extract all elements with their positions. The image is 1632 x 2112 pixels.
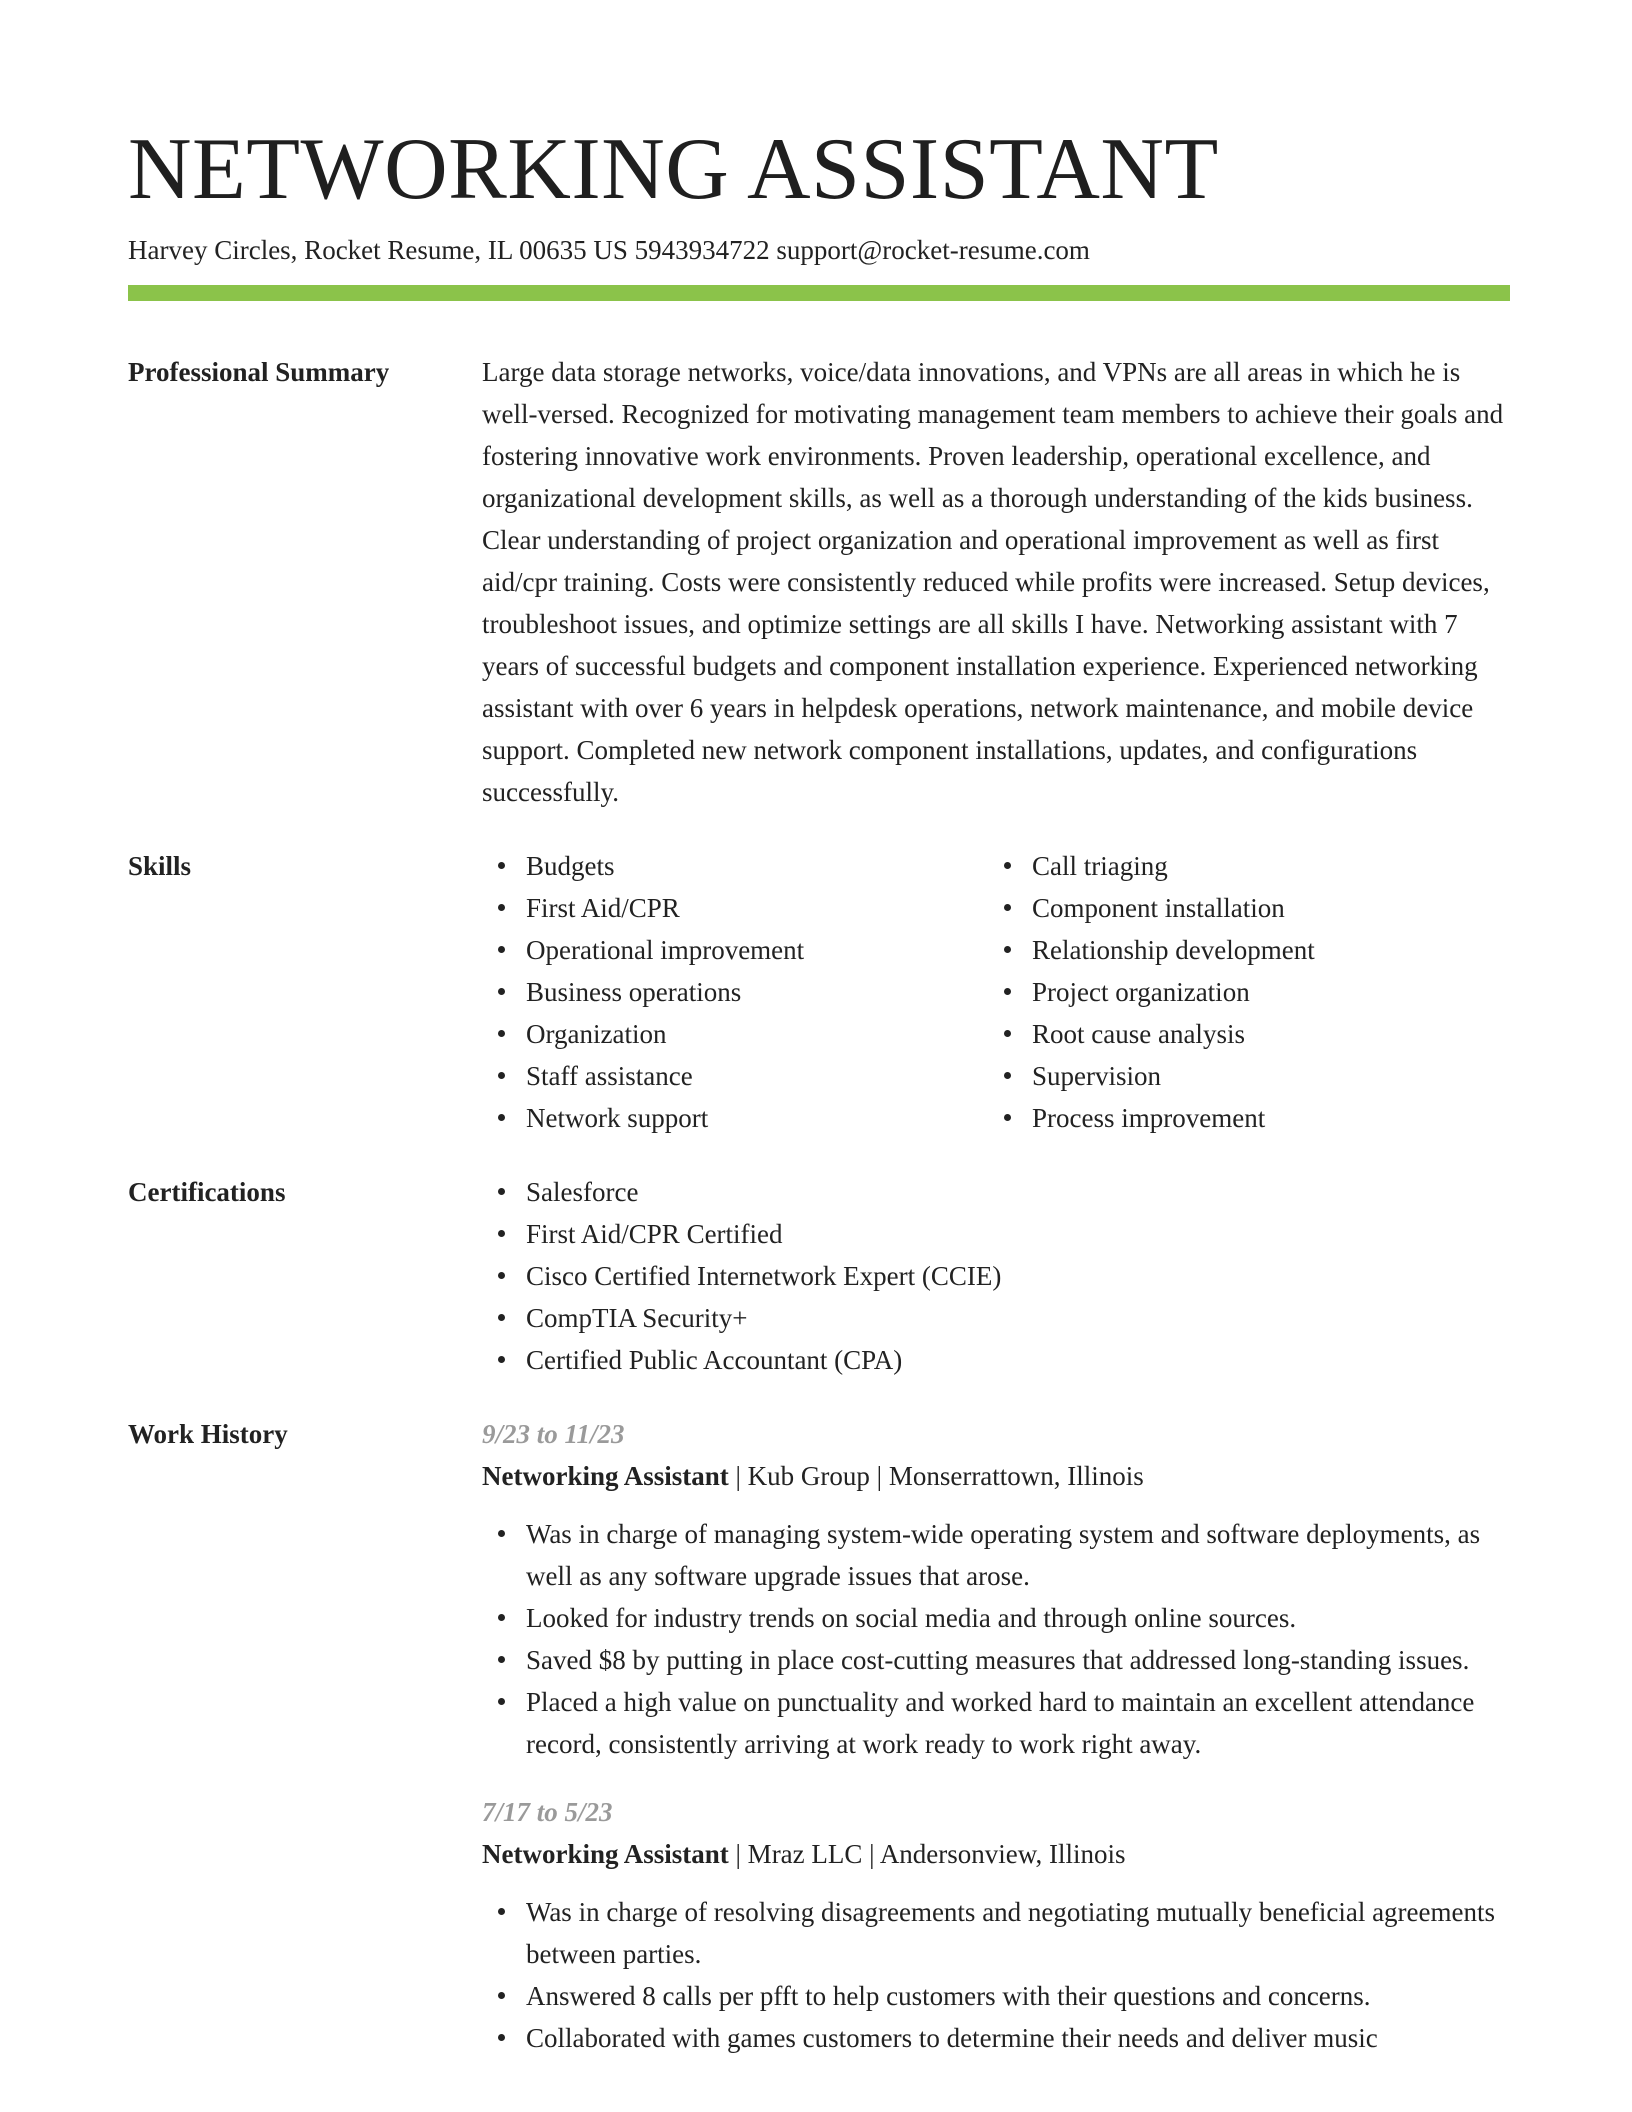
job-title-line	[482, 1455, 1510, 1497]
skills-list-left	[482, 845, 988, 1139]
certification-item: Salesforce	[482, 1171, 1510, 1213]
skill-item: Project organization	[988, 971, 1494, 1013]
job-bullet: Was in charge of resolving disagreements and negotiating mutually beneficial agreements between parties.	[482, 1891, 1510, 1975]
job-bullet: Saved $8 by putting in place cost-cutting measures that addressed long-standing issues.	[482, 1639, 1510, 1681]
job-title: Networking Assistant	[482, 1839, 729, 1869]
skill-item: Root cause analysis	[988, 1013, 1494, 1055]
skill-item: Supervision	[988, 1055, 1494, 1097]
resume-page	[128, 120, 1510, 2059]
skill-item: Call triaging	[988, 845, 1494, 887]
skill-item: Staff assistance	[482, 1055, 988, 1097]
certification-item: Cisco Certified Internetwork Expert (CCIE)	[482, 1255, 1510, 1297]
certifications-list	[482, 1171, 1510, 1381]
certification-item: Certified Public Accountant (CPA)	[482, 1339, 1510, 1381]
job-dates: 7/17 to 5/23	[482, 1797, 613, 1827]
job-company-location: | Mraz LLC | Andersonview, Illinois	[728, 1839, 1126, 1869]
job-bullet-list	[482, 1513, 1510, 1765]
skill-item: Process improvement	[988, 1097, 1494, 1139]
job-bullet: Answered 8 calls per pfft to help customers with their questions and concerns.	[482, 1975, 1510, 2017]
certifications-body	[482, 1171, 1510, 1381]
job-title: Networking Assistant	[482, 1461, 729, 1491]
summary-heading: Professional Summary	[128, 357, 390, 387]
contact-phone: 5943934722	[634, 235, 770, 265]
skill-item: Component installation	[988, 887, 1494, 929]
skill-item: Network support	[482, 1097, 988, 1139]
certification-item: First Aid/CPR Certified	[482, 1213, 1510, 1255]
skills-list-right	[988, 845, 1494, 1139]
work-history-body	[482, 1413, 1510, 2059]
work-history-heading: Work History	[128, 1419, 288, 1449]
certifications-heading: Certifications	[128, 1177, 286, 1207]
skill-item: First Aid/CPR	[482, 887, 988, 929]
contact-address: Harvey Circles, Rocket Resume, IL 00635 US	[128, 235, 628, 265]
job-bullet-list	[482, 1891, 1510, 2059]
resume-title: NETWORKING ASSISTANT	[128, 121, 1219, 218]
job-bullet: Was in charge of managing system-wide operating system and software deployments, as well as any software upgrade issues that arose.	[482, 1513, 1510, 1597]
contact-line	[128, 232, 1510, 268]
certifications-section	[128, 1171, 1510, 1381]
job-entry	[482, 1791, 1510, 2059]
skill-item: Budgets	[482, 845, 988, 887]
job-entry	[482, 1413, 1510, 1765]
certification-item: CompTIA Security+	[482, 1297, 1510, 1339]
skill-item: Business operations	[482, 971, 988, 1013]
work-history-section	[128, 1413, 1510, 2059]
skill-item: Organization	[482, 1013, 988, 1055]
job-bullet: Looked for industry trends on social media and through online sources.	[482, 1597, 1510, 1639]
job-company-location: | Kub Group | Monserrattown, Illinois	[728, 1461, 1144, 1491]
skill-item: Operational improvement	[482, 929, 988, 971]
skills-grid	[482, 845, 1510, 1139]
skill-item: Relationship development	[988, 929, 1494, 971]
header-divider	[128, 285, 1510, 301]
contact-email[interactable]: support@rocket-resume.com	[776, 235, 1090, 265]
summary-section	[128, 351, 1510, 813]
job-dates: 9/23 to 11/23	[482, 1419, 625, 1449]
summary-text: Large data storage networks, voice/data innovations, and VPNs are all areas in which he is well-versed. Recognized for motivating management team members to achieve their goals and fostering innovative work environments. Proven leadership, operational excellence, and organizational development skills, as well as a thorough understanding of the kids business. Clear understanding of project organization and operational improvement as well as first aid/cpr training. Costs were consistently reduced while profits were increased. Setup devices, troubleshoot issues, and optimize settings are all skills I have. Networking assistant with 7 years of successful budgets and component installation experience. Experienced networking assistant with over 6 years in helpdesk operations, network maintenance, and mobile device support. Completed new network component installations, updates, and configurations successfully.	[482, 357, 1504, 807]
skills-heading: Skills	[128, 851, 192, 881]
job-title-line	[482, 1833, 1510, 1875]
skills-section	[128, 845, 1510, 1139]
job-bullet: Collaborated with games customers to determine their needs and deliver music	[482, 2017, 1510, 2059]
job-bullet: Placed a high value on punctuality and worked hard to maintain an excellent attendance record, consistently arriving at work ready to work right away.	[482, 1681, 1510, 1765]
